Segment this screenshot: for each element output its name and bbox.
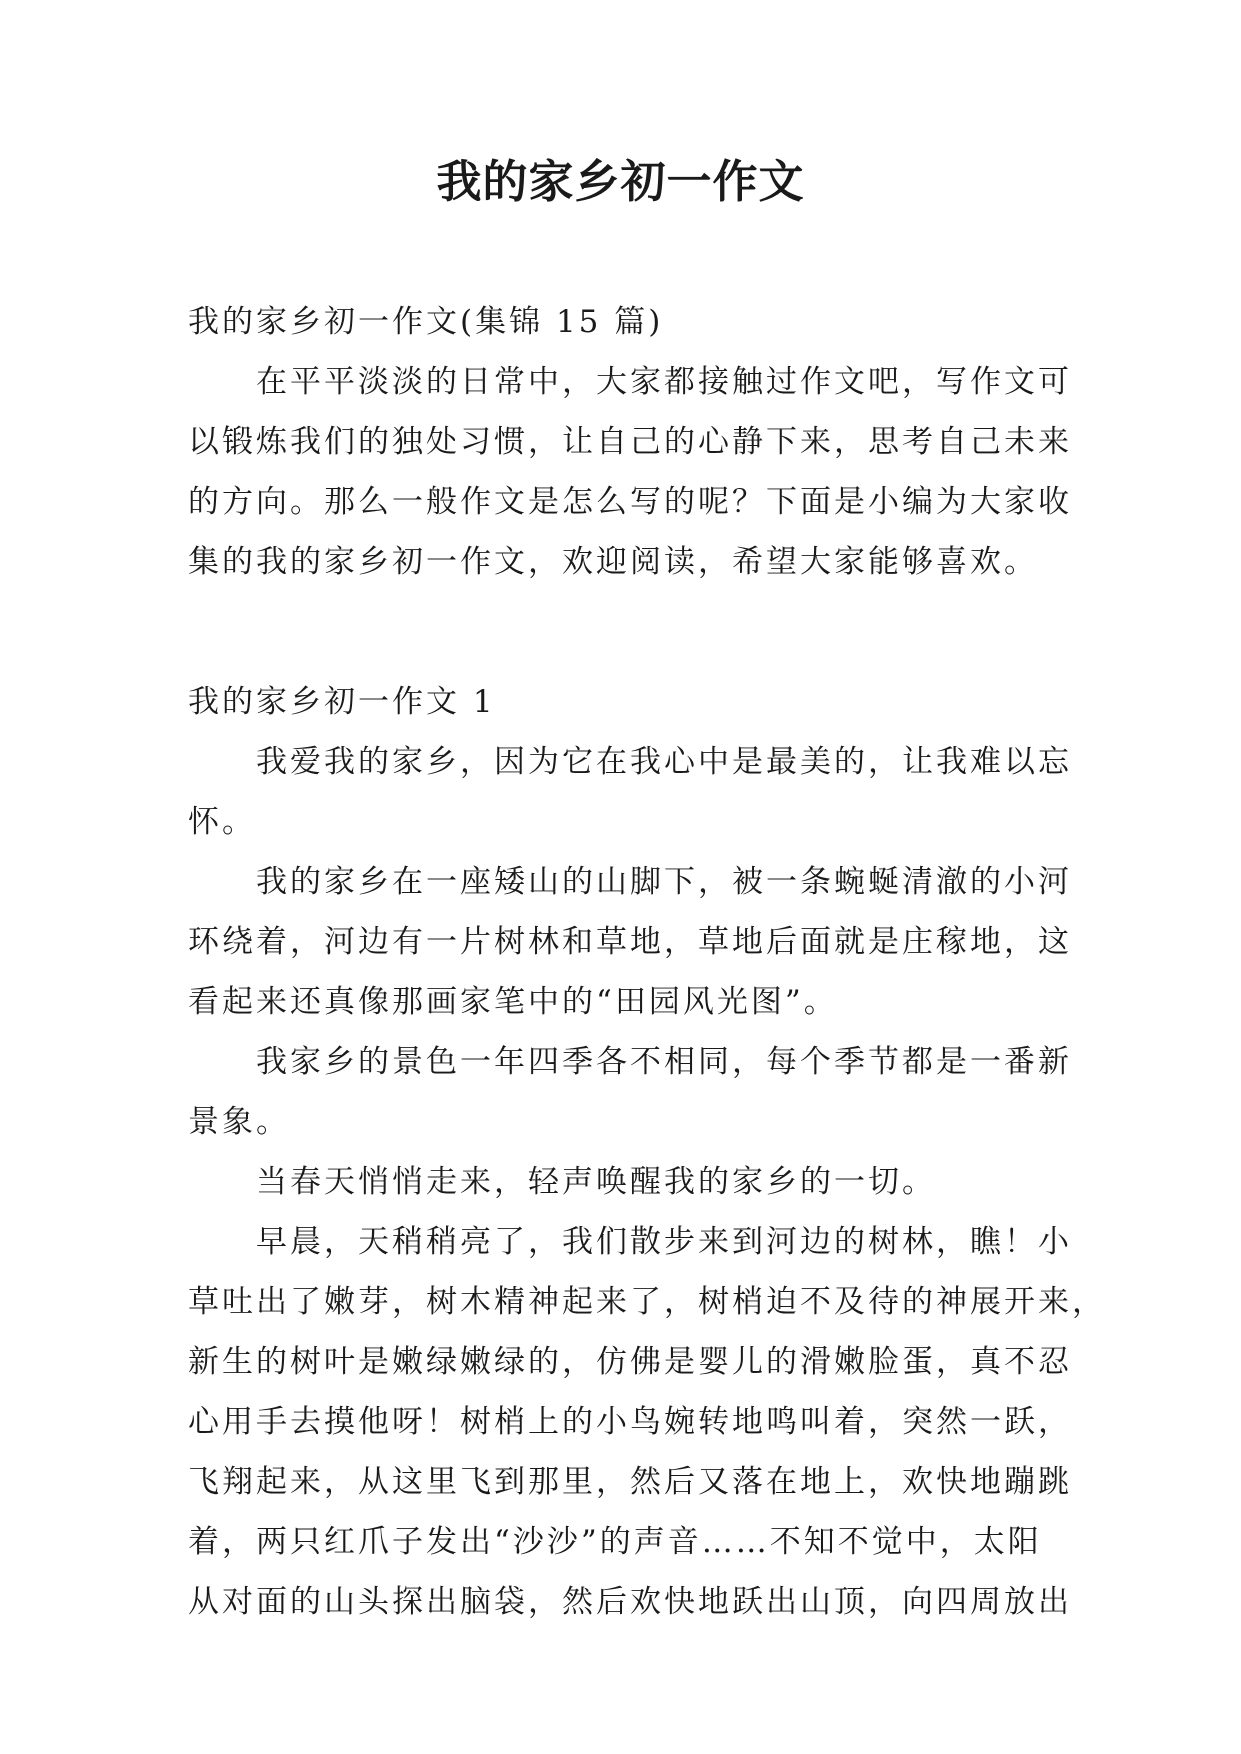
section-heading: 我的家乡初一作文 1	[188, 684, 496, 720]
intro-line: 的方向。那么一般作文是怎么写的呢？下面是小编为大家收	[188, 484, 1072, 520]
paragraph-line: 环绕着，河边有一片树林和草地，草地后面就是庄稼地，这	[188, 924, 1072, 960]
paragraph-line: 我的家乡在一座矮山的山脚下，被一条蜿蜒清澈的小河	[256, 864, 1072, 900]
paragraph-line: 早晨，天稍稍亮了，我们散步来到河边的树林，瞧！小	[256, 1224, 1072, 1260]
intro-line: 在平平淡淡的日常中，大家都接触过作文吧，写作文可	[256, 364, 1072, 400]
intro-line: 以锻炼我们的独处习惯，让自己的心静下来，思考自己未来	[188, 424, 1072, 460]
document-title: 我的家乡初一作文	[436, 155, 805, 208]
intro-line: 集的我的家乡初一作文，欢迎阅读，希望大家能够喜欢。	[188, 544, 1038, 580]
paragraph-line: 怀。	[188, 804, 256, 840]
paragraph-line: 着，两只红爪子发出“沙沙”的声音……不知不觉中，太阳	[188, 1524, 1042, 1560]
section-spacer	[188, 592, 1048, 672]
paragraph-line: 我家乡的景色一年四季各不相同，每个季节都是一番新	[256, 1044, 1072, 1080]
paragraph-line: 心用手去摸他呀！树梢上的小鸟婉转地鸣叫着，突然一跃，	[188, 1404, 1072, 1440]
paragraph-line: 新生的树叶是嫩绿嫩绿的，仿佛是婴儿的滑嫩脸蛋，真不忍	[188, 1344, 1072, 1380]
paragraph-line: 草吐出了嫩芽，树木精神起来了，树梢迫不及待的神展开来，	[188, 1284, 1106, 1320]
paragraph-line: 飞翔起来，从这里飞到那里，然后又落在地上，欢快地蹦跳	[188, 1464, 1072, 1500]
paragraph-line: 看起来还真像那画家笔中的“田园风光图”。	[188, 984, 838, 1020]
paragraph-line: 当春天悄悄走来，轻声唤醒我的家乡的一切。	[256, 1164, 936, 1200]
document-subtitle: 我的家乡初一作文(集锦 15 篇)	[188, 304, 664, 340]
document-body	[188, 292, 1106, 1632]
paragraph-line: 从对面的山头探出脑袋，然后欢快地跃出山顶，向四周放出	[188, 1584, 1072, 1620]
paragraph-line: 我爱我的家乡，因为它在我心中是最美的，让我难以忘	[256, 744, 1072, 780]
paragraph-line: 景象。	[188, 1104, 290, 1140]
